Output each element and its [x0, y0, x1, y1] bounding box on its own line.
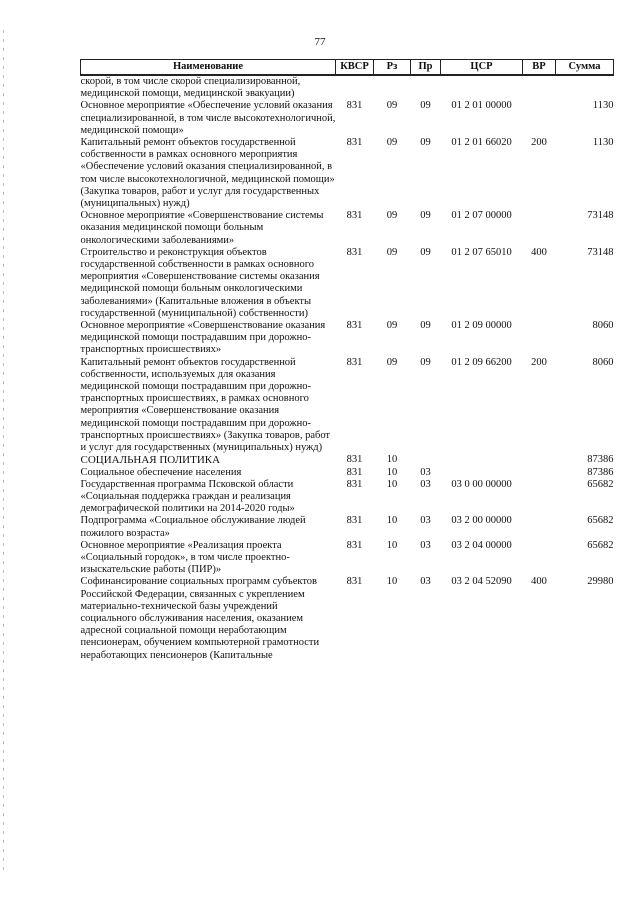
- cell-rz: 10: [386, 454, 398, 466]
- cell-name: Капитальный ремонт объектов государственной собственности, используемых для оказания медицинской помощи пострадавшим при дорожно-транспортных происшествиях, в рамках основного мероприятия «Совершенствование оказания медицинской помощи пострадавшим при дорожно-транспортных происшествиях» (Закупка товаров, работ и услуг для государственных (муниципальных) нужд): [80, 356, 331, 454]
- cell-name: Основное мероприятие «Обеспечение условий оказания специализированной, в том числе высокотехнологичной, медицинской помощи»: [80, 100, 336, 136]
- table-row: [81, 247, 614, 320]
- header-name: Наименование: [81, 60, 336, 76]
- table-row: [81, 100, 614, 137]
- cell-csr: 01 2 07 65010: [451, 246, 512, 258]
- cell-csr: 01 2 01 66020: [451, 137, 512, 149]
- cell-pr: 09: [420, 356, 431, 368]
- header-sum: Сумма: [556, 60, 614, 76]
- table-body: [81, 75, 614, 662]
- cell-csr: 01 2 07 00000: [451, 210, 512, 222]
- cell-name: Государственная программа Псковской области «Социальная поддержка граждан и реализация демографической политики на 2014-2020 годы»: [80, 478, 295, 515]
- cell-csr: 01 2 01 00000: [451, 100, 512, 112]
- table-row: [81, 137, 614, 210]
- cell-name: Строительство и реконструкция объектов государственной собственности в рамках основного мероприятия «Совершенствование системы оказания медицинской помощи больным онкологическими заболеваниями» (Капитальные вложения в объекты государственной (муниципальной) собственности): [80, 246, 320, 319]
- cell-sum: 65682: [587, 478, 614, 490]
- table-row: [81, 320, 614, 357]
- cell-sum: 1130: [592, 100, 614, 112]
- cell-vr: 400: [531, 576, 547, 588]
- cell-kvsr: 831: [346, 320, 363, 332]
- cell-rz: 10: [386, 478, 398, 490]
- cell-csr: [441, 467, 523, 479]
- cell-kvsr: 831: [346, 454, 363, 466]
- cell-name: Софинансирование социальных программ субъектов Российской Федерации, связанных с укреплением материально-технической базы учреждений социального обслуживания населения, оказанием адресной социальной помощи неработающим пенсионерам, обучением компьютерной грамотности неработающих пенсионеров (Капитальные: [80, 576, 320, 661]
- cell-rz: 10: [386, 515, 398, 527]
- cell-kvsr: [336, 75, 374, 100]
- cell-rz: 09: [386, 320, 398, 332]
- header-pr: Пр: [411, 60, 441, 76]
- cell-rz: 09: [386, 246, 398, 258]
- table-row: [81, 540, 614, 577]
- cell-pr: 03: [420, 576, 431, 588]
- cell-name: Капитальный ремонт объектов государственной собственности в рамках основного мероприятия «Обеспечение условий оказания специализированной, в том числе высокотехнологичной, медицинской помощи» (Закупка товаров, работ и услуг для государственных (муниципальных) нужд): [80, 137, 335, 210]
- cell-vr: [523, 454, 556, 466]
- cell-pr: 03: [420, 515, 431, 527]
- cell-name: Основное мероприятие «Совершенствование оказания медицинской помощи пострадавшим при дорожно-транспортных происшествиях»: [80, 320, 326, 356]
- header-kvsr: КВСР: [336, 60, 374, 76]
- cell-csr: 01 2 09 00000: [451, 320, 512, 332]
- cell-kvsr: 831: [346, 246, 363, 258]
- cell-kvsr: 831: [346, 356, 363, 368]
- scan-edge-mark: [3, 30, 4, 870]
- cell-sum: 1130: [592, 137, 614, 149]
- cell-kvsr: 831: [346, 539, 363, 551]
- cell-pr: [411, 454, 441, 466]
- cell-csr: 03 2 00 00000: [451, 515, 512, 527]
- cell-sum: 65682: [587, 515, 614, 527]
- cell-vr: [523, 515, 556, 539]
- cell-vr: [523, 540, 556, 577]
- table-row: [81, 515, 614, 539]
- cell-kvsr: 831: [346, 478, 363, 490]
- cell-name: скорой, в том числе скорой специализированной, медицинской помощи, медицинской эвакуации): [80, 76, 301, 100]
- cell-sum: 29980: [587, 576, 614, 588]
- cell-vr: 200: [531, 356, 547, 368]
- cell-pr: 09: [420, 320, 431, 332]
- cell-kvsr: 831: [346, 466, 363, 478]
- cell-vr: 200: [531, 137, 547, 149]
- cell-sum: 73148: [587, 246, 614, 258]
- table-row: [81, 210, 614, 247]
- cell-name: Социальное обеспечение населения: [80, 466, 242, 478]
- cell-kvsr: 831: [346, 515, 363, 527]
- header-vr: ВР: [523, 60, 556, 76]
- cell-rz: 10: [386, 539, 398, 551]
- cell-name: СОЦИАЛЬНАЯ ПОЛИТИКА: [80, 454, 221, 467]
- cell-pr: 09: [420, 246, 431, 258]
- cell-kvsr: 831: [346, 576, 363, 588]
- header-csr: ЦСР: [441, 60, 523, 76]
- cell-csr: [441, 75, 523, 100]
- cell-csr: 03 0 00 00000: [451, 478, 512, 490]
- cell-sum: 8060: [592, 320, 614, 332]
- cell-rz: 09: [386, 210, 398, 222]
- header-rz: Рз: [374, 60, 411, 76]
- cell-vr: [523, 467, 556, 479]
- cell-vr: [523, 320, 556, 357]
- page-number: 77: [314, 36, 326, 48]
- cell-vr: [523, 100, 556, 137]
- cell-sum: 8060: [592, 356, 614, 368]
- cell-kvsr: 831: [346, 137, 363, 149]
- cell-name: Основное мероприятие «Реализация проекта «Социальный городок», в том числе проектно-изыскательские работы (ПИР)»: [80, 539, 290, 576]
- cell-sum: 73148: [587, 210, 614, 222]
- cell-pr: [411, 75, 441, 100]
- cell-vr: [523, 479, 556, 516]
- table-header-row: [81, 60, 614, 76]
- table-row: [81, 75, 614, 100]
- cell-pr: 09: [420, 210, 431, 222]
- cell-sum: 65682: [587, 539, 614, 551]
- cell-rz: [374, 75, 411, 100]
- cell-pr: 03: [420, 539, 431, 551]
- cell-rz: 10: [386, 576, 398, 588]
- cell-pr: 09: [420, 137, 431, 149]
- cell-name: Подпрограмма «Социальное обслуживание людей пожилого возраста»: [80, 515, 306, 539]
- cell-rz: 09: [386, 356, 398, 368]
- cell-vr: 400: [531, 246, 547, 258]
- cell-sum: 87386: [587, 466, 614, 478]
- cell-csr: 03 2 04 52090: [451, 576, 512, 588]
- budget-table: [80, 59, 614, 662]
- cell-rz: 09: [386, 100, 398, 112]
- table-row: [81, 576, 614, 661]
- cell-kvsr: 831: [346, 100, 363, 112]
- cell-csr: 03 2 04 00000: [451, 539, 512, 551]
- table-row: [81, 479, 614, 516]
- cell-vr: [523, 75, 556, 100]
- table-row: [81, 357, 614, 455]
- cell-name: Основное мероприятие «Совершенствование системы оказания медицинской помощи больным онкологическими заболеваниями»: [80, 210, 324, 246]
- cell-pr: 03: [420, 466, 431, 478]
- cell-pr: 03: [420, 478, 431, 490]
- table-row: [81, 467, 614, 479]
- cell-csr: 01 2 09 66200: [451, 356, 512, 368]
- cell-sum: 87386: [587, 454, 614, 466]
- cell-rz: 09: [386, 137, 398, 149]
- cell-pr: 09: [420, 100, 431, 112]
- table-row: [81, 454, 614, 466]
- cell-sum: [556, 75, 614, 100]
- cell-csr: [441, 454, 523, 466]
- cell-rz: 10: [386, 466, 398, 478]
- cell-kvsr: 831: [346, 210, 363, 222]
- cell-vr: [523, 210, 556, 247]
